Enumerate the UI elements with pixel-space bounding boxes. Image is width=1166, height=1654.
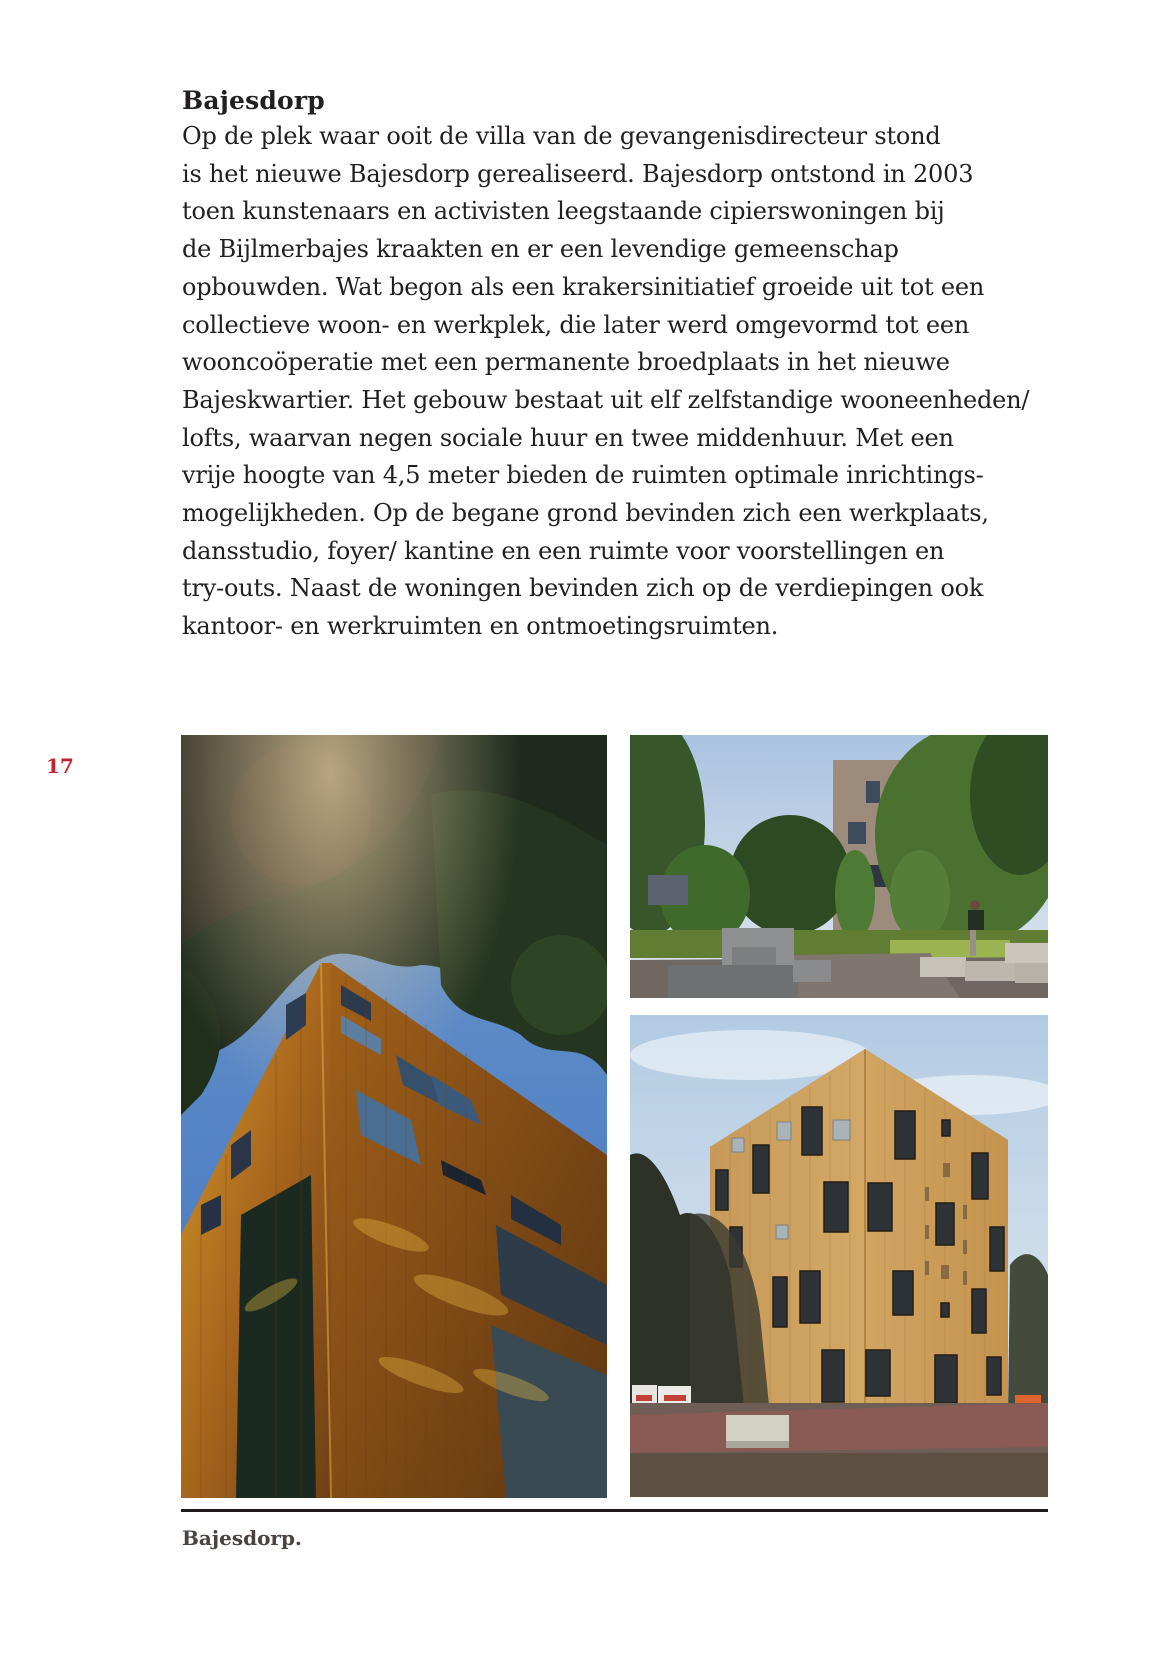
photo-wooden-tower-from-below-image [181,735,607,1498]
article-heading: Bajesdorp [182,86,325,115]
photo-wooden-tower-exterior-image [630,1015,1048,1497]
body-line: toen kunstenaars en activisten leegstaande cipierswoningen bij [182,197,945,226]
caption-divider [181,1509,1048,1512]
photo-wooden-tower-from-below [181,735,607,1498]
body-line: collectieve woon- en werkplek, die later werd omgevormd tot een [182,310,970,339]
figure-caption: Bajesdorp. [182,1526,302,1550]
body-line: de Bijlmerbajes kraakten en er een levendige gemeenschap [182,235,899,264]
photo-wooden-tower-exterior [630,1015,1048,1497]
body-line: kantoor- en werkruimten en ontmoetingsruimten. [182,612,779,641]
body-line: lofts, waarvan negen sociale huur en twee middenhuur. Met een [182,423,954,452]
body-line: is het nieuwe Bajesdorp gerealiseerd. Bajesdorp ontstond in 2003 [182,159,974,188]
photo-garden-with-concrete-benches-image [630,735,1048,998]
photo-garden-with-concrete-benches [630,735,1048,998]
body-line: mogelijkheden. Op de begane grond bevinden zich een werkplaats, [182,499,989,528]
body-line: wooncoöperatie met een permanente broedplaats in het nieuwe [182,348,950,377]
body-line: Bajeskwartier. Het gebouw bestaat uit elf zelfstandige wooneenheden/ [182,385,1030,414]
body-line: try-outs. Naast de woningen bevinden zich op de verdiepingen ook [182,574,984,603]
body-line: Op de plek waar ooit de villa van de gevangenisdirecteur stond [182,122,941,150]
body-line: vrije hoogte van 4,5 meter bieden de ruimten optimale inrichtings- [182,461,984,490]
body-line: opbouwden. Wat begon als een krakersinitiatief groeide uit tot een [182,272,985,301]
body-line: dansstudio, foyer/ kantine en een ruimte voor voorstellingen en [182,536,945,565]
article-body [182,118,1062,646]
page-number: 17 [46,754,74,778]
